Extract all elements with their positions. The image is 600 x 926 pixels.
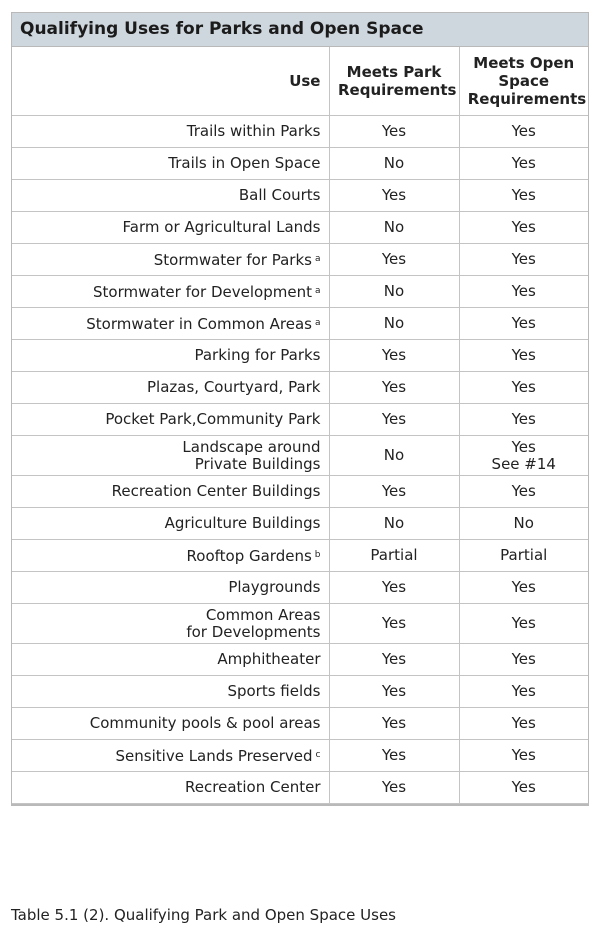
table-row [12,540,588,572]
park-cell: No [329,212,459,244]
park-cell: Yes [329,572,459,604]
use-cell: Pocket Park,Community Park [12,404,329,436]
park-cell: Yes [329,116,459,148]
park-cell: Yes [329,604,459,644]
use-cell: Parking for Parks [12,340,329,372]
open-space-cell: Yes [459,404,588,436]
table-row [12,436,588,476]
table-row [12,604,588,644]
park-cell: No [329,308,459,340]
open-space-cell: Yes [459,740,588,772]
uses-grid [12,47,588,804]
table-row [12,212,588,244]
open-space-cell: Yes [459,340,588,372]
table-row [12,772,588,804]
table-row [12,372,588,404]
use-cell: Trails within Parks [12,116,329,148]
use-cell: Recreation Center Buildings [12,476,329,508]
use-cell: Stormwater for Parks $^a$ [12,244,329,276]
open-space-cell: Partial [459,540,588,572]
table-title: Qualifying Uses for Parks and Open Space [12,13,588,47]
park-cell: Yes [329,740,459,772]
table-row [12,476,588,508]
open-space-cell: Yes [459,116,588,148]
open-space-cell: Yes [459,276,588,308]
open-space-cell: Yes [459,772,588,804]
park-header-text: Meets Park Requirements [338,63,457,99]
use-cell: Recreation Center [12,772,329,804]
table-row [12,180,588,212]
open-space-cell: Yes [459,372,588,404]
use-cell: Ball Courts [12,180,329,212]
footnote-marker: c [315,749,321,760]
qualifying-uses-table [11,12,589,806]
open-space-cell: Yes [459,604,588,644]
park-cell: Yes [329,372,459,404]
park-cell: Yes [329,340,459,372]
park-cell: Yes [329,676,459,708]
use-cell: Farm or Agricultural Lands [12,212,329,244]
table-row [12,148,588,180]
cropped-text-fragment [0,0,600,8]
use-cell: Sensitive Lands Preserved $^c$ [12,740,329,772]
table-row [12,308,588,340]
table-row [12,340,588,372]
table-body [12,116,588,804]
table-row [12,676,588,708]
footnote-marker: a [314,317,321,328]
use-cell: Sports fields [12,676,329,708]
open-space-cell: Yes [459,308,588,340]
table-row [12,116,588,148]
park-cell: Yes [329,644,459,676]
park-cell: No [329,436,459,476]
table-row [12,644,588,676]
use-cell: Stormwater for Development $^a$ [12,276,329,308]
use-cell: Community pools & pool areas [12,708,329,740]
open-space-cell: Yes [459,708,588,740]
table-row [12,708,588,740]
open-space-cell: Yes [459,148,588,180]
use-cell: Trails in Open Space [12,148,329,180]
table-row [12,508,588,540]
column-header-use: Use [12,47,329,116]
open-space-cell: Yes [459,180,588,212]
open-space-cell: Yes See #14 [459,436,588,476]
park-cell: No [329,148,459,180]
park-cell: Yes [329,476,459,508]
open-space-cell: Yes [459,476,588,508]
table-caption: Table 5.1 (2). Qualifying Park and Open Space Uses [11,906,396,924]
table-row [12,244,588,276]
open-space-header-text: Meets Open Space Requirements [467,54,587,108]
use-cell: Playgrounds [12,572,329,604]
table-row [12,404,588,436]
header-row [12,47,588,116]
use-cell: Agriculture Buildings [12,508,329,540]
footnote-marker: a [314,253,321,264]
column-header-park [329,47,459,116]
use-cell: Amphitheater [12,644,329,676]
footnote-marker: a [314,285,321,296]
use-cell: Common Areas for Developments [12,604,329,644]
park-cell: Yes [329,180,459,212]
park-cell: Yes [329,772,459,804]
table-row [12,740,588,772]
open-space-cell: No [459,508,588,540]
park-cell: No [329,276,459,308]
use-cell: Stormwater in Common Areas $^a$ [12,308,329,340]
open-space-cell: Yes [459,644,588,676]
park-cell: Yes [329,708,459,740]
use-cell: Landscape around Private Buildings [12,436,329,476]
table-row [12,276,588,308]
use-cell: Plazas, Courtyard, Park [12,372,329,404]
park-cell: Yes [329,244,459,276]
open-space-cell: Yes [459,244,588,276]
open-space-cell: Yes [459,572,588,604]
open-space-cell: Yes [459,676,588,708]
use-cell: Rooftop Gardens $^b$ [12,540,329,572]
park-cell: No [329,508,459,540]
park-cell: Yes [329,404,459,436]
table-row [12,572,588,604]
park-cell: Partial [329,540,459,572]
column-header-open-space [459,47,588,116]
open-space-cell: Yes [459,212,588,244]
footnote-marker: b [314,549,321,560]
